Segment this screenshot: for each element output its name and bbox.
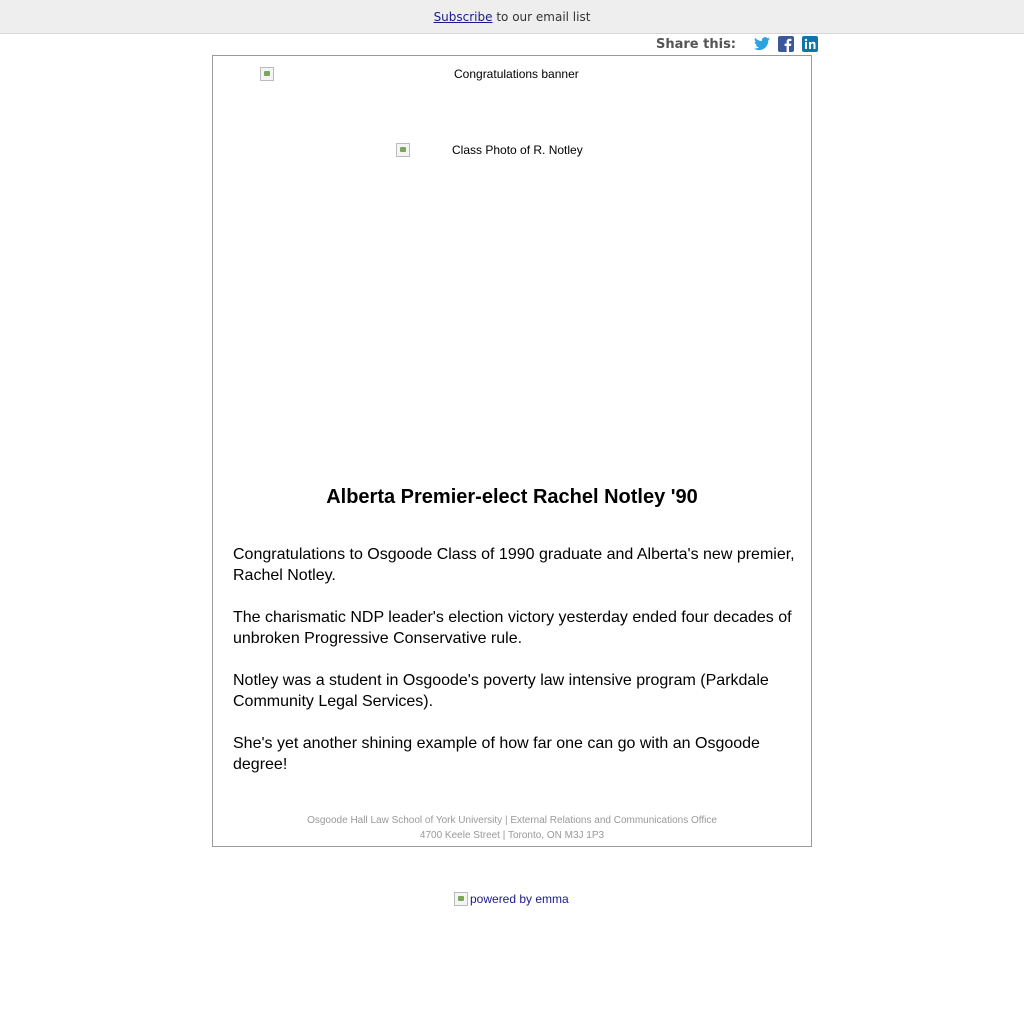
broken-image-icon [396, 143, 410, 157]
twitter-icon[interactable] [754, 36, 770, 52]
class-photo-image [396, 143, 583, 157]
congratulations-banner-image [260, 67, 760, 81]
email-card [212, 55, 812, 847]
photo-alt-text: Class Photo of R. Notley [452, 143, 583, 157]
article-paragraph: She's yet another shining example of how far one can go with an Osgoode degree! [233, 735, 760, 773]
article-paragraph: The charismatic NDP leader's election victory yesterday ended four decades of unbroken Progressive Conservative rule. [233, 609, 792, 647]
facebook-icon[interactable] [778, 36, 794, 52]
article-paragraph: Congratulations to Osgoode Class of 1990 graduate and Alberta's new premier, Rachel Notley. [233, 546, 795, 584]
footer-line-organization: Osgoode Hall Law School of York University | External Relations and Communications Office [307, 815, 717, 826]
share-label: Share this: [656, 36, 737, 52]
footer [213, 813, 811, 843]
powered-by-emma-link[interactable] [454, 892, 569, 906]
subscribe-bar [0, 0, 1024, 34]
share-bar [656, 35, 818, 53]
article-paragraph: Notley was a student in Osgoode's poverty law intensive program (Parkdale Community Legal Services). [233, 672, 769, 710]
article-body [233, 544, 798, 796]
footer-line-address: 4700 Keele Street | Toronto, ON M3J 1P3 [419, 830, 605, 841]
broken-image-icon [260, 67, 274, 81]
broken-image-icon [454, 892, 468, 906]
powered-by-text: powered by emma [470, 892, 569, 906]
subscribe-link[interactable]: Subscribe [433, 10, 493, 24]
article-title: Alberta Premier-elect Rachel Notley '90 [326, 486, 698, 508]
linkedin-icon[interactable] [802, 36, 818, 52]
banner-alt-text: Congratulations banner [454, 67, 579, 81]
subscribe-suffix: to our email list [492, 10, 591, 24]
